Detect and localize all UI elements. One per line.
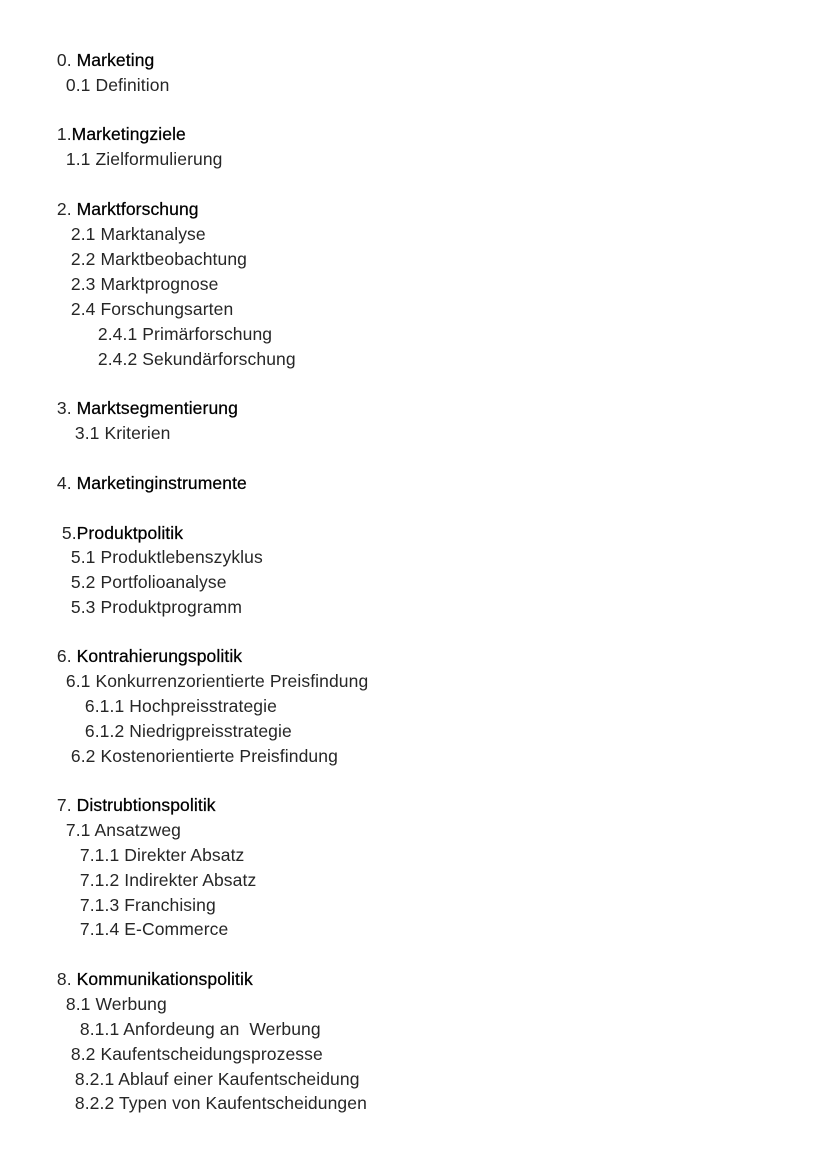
toc-number: 5.: [61, 523, 77, 543]
toc-number: 3.1: [74, 423, 105, 443]
toc-title: Konkurrenzorientierte Preisfindung: [95, 671, 369, 691]
toc-number: 2.3: [70, 274, 101, 294]
toc-number: 2.1: [70, 224, 101, 244]
toc-title: Produktpolitik: [76, 523, 184, 543]
toc-title: Marketing: [76, 50, 155, 70]
toc-title: Anfordeung an Werbung: [123, 1019, 321, 1039]
toc-title: Hochpreisstrategie: [129, 696, 277, 716]
toc-number: 7.1.4: [79, 919, 125, 939]
toc-title: Forschungsarten: [100, 299, 234, 319]
toc-number: 7.1: [65, 820, 95, 840]
toc-title: Marktanalyse: [100, 224, 206, 244]
toc-number: 8.: [56, 969, 77, 989]
toc-title: Kriterien: [104, 423, 171, 443]
toc-number: 6.1.2: [84, 721, 130, 741]
toc-number: 0.1: [65, 75, 96, 95]
toc-number: 1.: [56, 124, 72, 144]
toc-title: Marktsegmentierung: [76, 398, 238, 418]
toc-title: Produktlebenszyklus: [100, 547, 263, 567]
toc-title: Kommunikationspolitik: [76, 969, 253, 989]
toc-number: 7.1.2: [79, 870, 125, 890]
toc-number: 6.1.1: [84, 696, 130, 716]
toc-title: Distrubtionspolitik: [76, 795, 216, 815]
toc-title: Definition: [95, 75, 170, 95]
toc-title: Typen von Kaufentscheidungen: [118, 1093, 367, 1113]
toc-title: Ablauf einer Kaufentscheidung: [118, 1069, 360, 1089]
toc-title: Indirekter Absatz: [124, 870, 257, 890]
toc-item: [55, 1067, 367, 1139]
toc-title: Kaufentscheidungsprozesse: [100, 1044, 323, 1064]
toc-number: 6.2: [70, 746, 101, 766]
toc-title: Niedrigpreisstrategie: [129, 721, 292, 741]
toc-title: Marketingziele: [71, 124, 186, 144]
toc-title: Marktprognose: [100, 274, 219, 294]
toc-number: 7.1.1: [79, 845, 125, 865]
toc-title: Produktprogramm: [100, 597, 243, 617]
toc-title: Werbung: [95, 994, 167, 1014]
toc-number: 6.: [56, 646, 77, 666]
toc-title: Marketinginstrumente: [76, 473, 247, 493]
toc-number: 7.1.3: [79, 895, 125, 915]
toc-number: 5.1: [70, 547, 101, 567]
toc-number: 6.1: [65, 671, 96, 691]
toc-number: 3.: [56, 398, 77, 418]
toc-title: Marktbeobachtung: [100, 249, 248, 269]
toc-title: E-Commerce: [124, 919, 229, 939]
toc-number: 8.2.1: [74, 1069, 119, 1089]
toc-number: 5.2: [70, 572, 101, 592]
toc-number: 2.4: [70, 299, 101, 319]
toc-number: 2.4.1: [97, 324, 143, 344]
toc-number: 8.2.2: [74, 1093, 119, 1113]
toc-title: Direkter Absatz: [124, 845, 245, 865]
toc-number: 5.3: [70, 597, 101, 617]
toc-title: Primärforschung: [142, 324, 273, 344]
toc-title: Sekundärforschung: [142, 349, 296, 369]
toc-number: 8.1: [65, 994, 96, 1014]
toc-number: 2.: [56, 199, 77, 219]
toc-title: Ansatzweg: [94, 820, 181, 840]
toc-number: 1.1: [65, 149, 96, 169]
toc-number: 2.2: [70, 249, 101, 269]
toc-number: 8.1.1: [79, 1019, 124, 1039]
toc-number: 4.: [56, 473, 77, 493]
toc-number: 0.: [56, 50, 77, 70]
toc-title: Kontrahierungspolitik: [76, 646, 243, 666]
toc-number: 7.: [56, 795, 77, 815]
toc-title: Portfolioanalyse: [100, 572, 227, 592]
toc-title: Marktforschung: [76, 199, 199, 219]
toc-number: 2.4.2: [97, 349, 143, 369]
toc-number: 8.2: [70, 1044, 101, 1064]
toc-title: Zielformulierung: [95, 149, 223, 169]
toc-title: Franchising: [124, 895, 216, 915]
toc-title: Kostenorientierte Preisfindung: [100, 746, 338, 766]
